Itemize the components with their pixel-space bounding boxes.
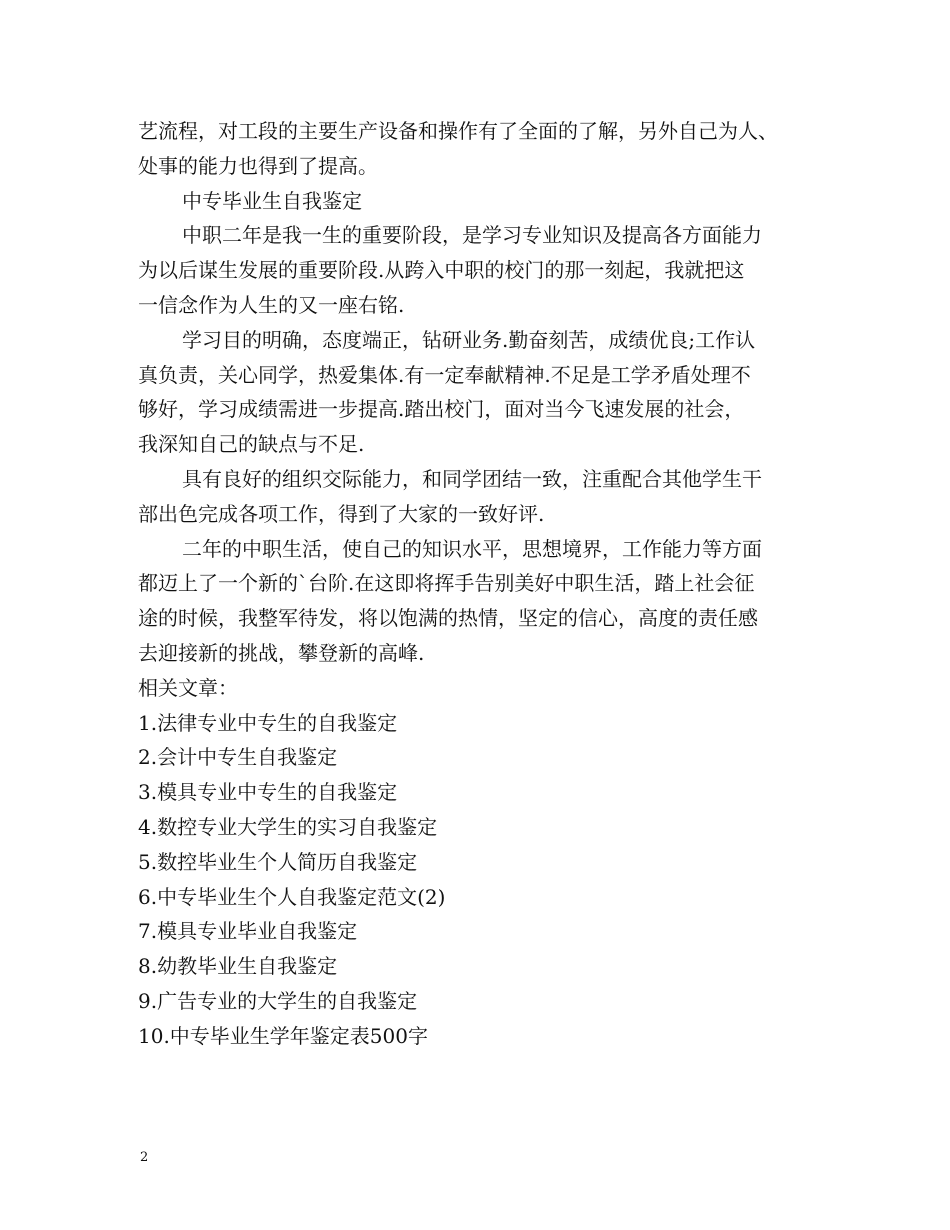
text-line: 中专毕业生自我鉴定 bbox=[182, 188, 362, 213]
text-line: 10.中专毕业生学年鉴定表500字 bbox=[138, 1023, 428, 1048]
text-line: 3.模具专业中专生的自我鉴定 bbox=[138, 780, 398, 805]
text-line: 学习目的明确，态度端正，钻研业务.勤奋刻苦，成绩优良;工作认 bbox=[182, 327, 756, 352]
text-line: 途的时候，我整军待发，将以饱满的热情，坚定的信心，高度的责任感 bbox=[138, 606, 758, 631]
text-line: 5.数控毕业生个人简历自我鉴定 bbox=[138, 849, 418, 874]
document-body bbox=[138, 114, 828, 1054]
text-line: 都迈上了一个新的`台阶.在这即将挥手告别美好中职生活，踏上社会征 bbox=[138, 571, 755, 596]
text-line: 2.会计中专生自我鉴定 bbox=[138, 745, 338, 770]
text-line: 二年的中职生活，使自己的知识水平，思想境界，工作能力等方面 bbox=[182, 536, 762, 561]
text-line: 处事的能力也得到了提高。 bbox=[138, 153, 378, 178]
text-line: 9.广告专业的大学生的自我鉴定 bbox=[138, 988, 418, 1013]
text-line: 8.幼教毕业生自我鉴定 bbox=[138, 954, 338, 979]
text-line: 一信念作为人生的又一座右铭. bbox=[138, 292, 405, 317]
page-number: 2 bbox=[140, 1150, 149, 1165]
text-line: 7.模具专业毕业自我鉴定 bbox=[138, 919, 358, 944]
text-line: 1.法律专业中专生的自我鉴定 bbox=[138, 710, 398, 735]
text-line: 够好，学习成绩需进一步提高.踏出校门，面对当今飞速发展的社会， bbox=[138, 397, 745, 422]
text-line: 6.中专毕业生个人自我鉴定范文(2) bbox=[138, 884, 446, 909]
text-line: 真负责，关心同学，热爱集体.有一定奉献精神.不足是工学矛盾处理不 bbox=[138, 362, 751, 387]
text-line: 中职二年是我一生的重要阶段，是学习专业知识及提高各方面能力 bbox=[182, 223, 762, 248]
text-line: 艺流程，对工段的主要生产设备和操作有了全面的了解，另外自己为人、 bbox=[138, 119, 778, 143]
text-line: 我深知自己的缺点与不足. bbox=[138, 432, 365, 457]
text-line: 部出色完成各项工作，得到了大家的一致好评. bbox=[138, 501, 545, 526]
text-line: 4.数控专业大学生的实习自我鉴定 bbox=[138, 814, 438, 839]
text-line: 去迎接新的挑战，攀登新的高峰. bbox=[138, 640, 425, 665]
text-line: 相关文章： bbox=[138, 675, 238, 700]
text-line: 为以后谋生发展的重要阶段.从跨入中职的校门的那一刻起，我就把这 bbox=[138, 258, 745, 283]
text-line: 具有良好的组织交际能力，和同学团结一致，注重配合其他学生干 bbox=[182, 466, 762, 491]
